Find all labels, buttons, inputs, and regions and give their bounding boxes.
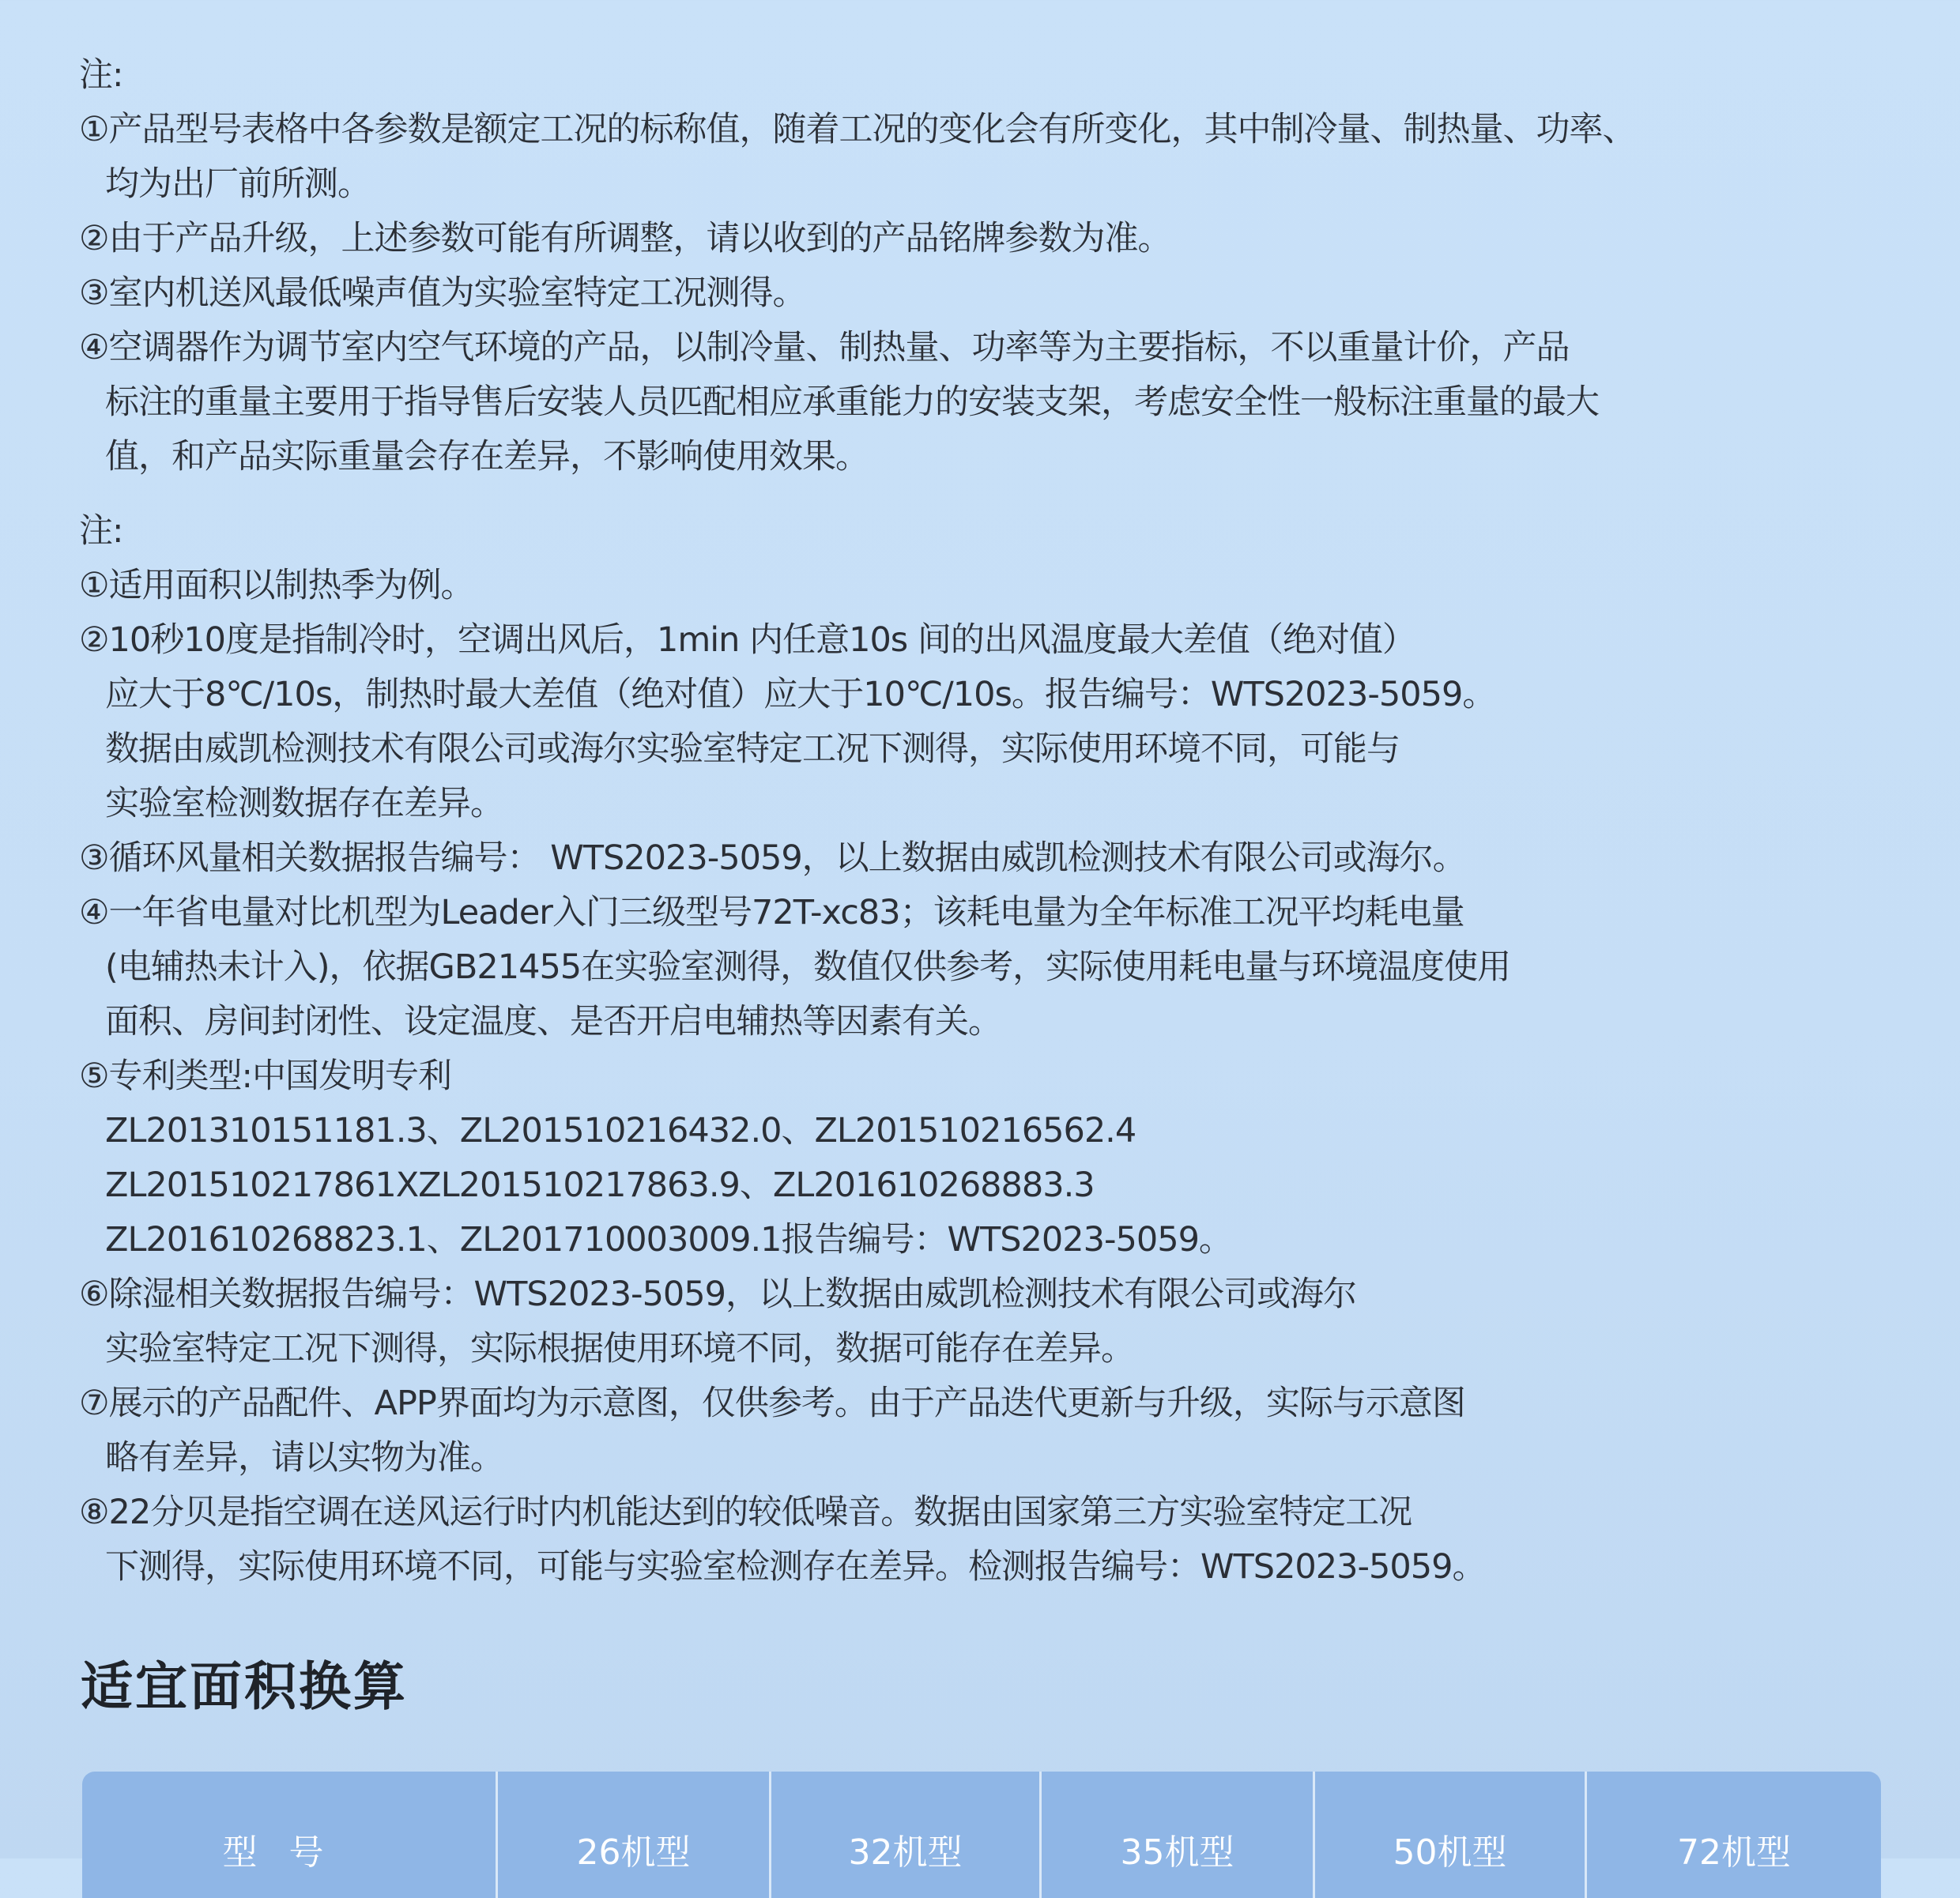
note-line: ③循环风量相关数据报告编号： WTS2023-5059，以上数据由威凯检测技术有限公司或海尔。 — [79, 838, 1466, 878]
note-line: 面积、房间封闭性、设定温度、是否开启电辅热等因素有关。 — [105, 1002, 1001, 1041]
note-line: ②由于产品升级，上述参数可能有所调整，请以收到的产品铭牌参数为准。 — [79, 219, 1171, 258]
note-line: ③室内机送风最低噪声值为实验室特定工况测得。 — [79, 273, 806, 313]
note-line: ⑤专利类型:中国发明专利 — [79, 1056, 452, 1096]
note-line: 下测得，实际使用环境不同，可能与实验室检测存在差异。检测报告编号：WTS2023-5059。 — [105, 1547, 1486, 1587]
header-cell-model: 型号 — [82, 1772, 498, 1898]
note-line: ②10秒10度是指制冷时，空调出风后，1min 内任意10s 间的出风温度最大差值（绝对值） — [79, 620, 1415, 660]
notes-section-1 — [79, 48, 1960, 484]
note-line: ④一年省电量对比机型为Leader入门三级型号72T-xc83；该耗电量为全年标准工况平均耗电量 — [79, 893, 1464, 932]
note-line: ⑧22分贝是指空调在送风运行时内机能达到的较低噪音。数据由国家第三方实验室特定工况 — [79, 1493, 1412, 1532]
note-line: ⑥除湿相关数据报告编号：WTS2023-5059，以上数据由威凯检测技术有限公司或海尔 — [79, 1275, 1357, 1314]
note-line: 值，和产品实际重量会存在差异，不影响使用效果。 — [105, 437, 869, 476]
notes-section-2 — [79, 504, 1960, 1595]
note-line: 实验室特定工况下测得，实际根据使用环境不同，数据可能存在差异。 — [105, 1329, 1134, 1369]
note-line: 实验室检测数据存在差异。 — [105, 784, 503, 823]
note-line: ①适用面积以制热季为例。 — [79, 566, 474, 605]
patent-line: ZL201310151181.3、ZL201510216432.0、ZL201510216562.4 — [105, 1111, 1136, 1150]
note-line: ④空调器作为调节室内空气环境的产品，以制冷量、制热量、功率等为主要指标，不以重量计价，产品 — [79, 328, 1570, 367]
note-line: 数据由威凯检测技术有限公司或海尔实验室特定工况下测得，实际使用环境不同，可能与 — [105, 729, 1400, 769]
header-cell-72: 72机型 — [1677, 1832, 1791, 1873]
area-conversion-title: 适宜面积换算 — [81, 1656, 408, 1717]
header-cell-32: 32机型 — [771, 1772, 1042, 1898]
patent-line: ZL201610268823.1、ZL201710003009.1报告编号：WTS2023-5059。 — [105, 1220, 1232, 1260]
header-cell-26: 26机型 — [498, 1772, 771, 1898]
note-line: 略有差异，请以实物为准。 — [105, 1438, 503, 1478]
note-line: 均为出厂前所测。 — [105, 164, 371, 204]
note-line: ⑦展示的产品配件、APP界面均为示意图，仅供参考。由于产品迭代更新与升级，实际与示意图 — [79, 1384, 1465, 1423]
note-line: (电辅热未计入)，依据GB21455在实验室测得，数值仅供参考，实际使用耗电量与环境温度使用 — [105, 947, 1511, 987]
patent-line: ZL201510217861XZL201510217863.9、ZL201610268883.3 — [105, 1166, 1095, 1205]
note-line: 应大于8℃/10s，制热时最大差值（绝对值）应大于10℃/10s。报告编号：WTS2023-5059。 — [105, 675, 1496, 714]
note-line: 标注的重量主要用于指导售后安装人员匹配相应承重能力的安装支架，考虑安全性一般标注重量的最大 — [105, 382, 1599, 422]
area-table-header — [82, 1772, 1881, 1898]
notes-heading: 注: — [79, 55, 123, 95]
area-table — [82, 1772, 1881, 1898]
header-cell-35: 35机型 — [1042, 1772, 1315, 1898]
note-line: ①产品型号表格中各参数是额定工况的标称值，随着工况的变化会有所变化，其中制冷量、制热量、功率、 — [79, 110, 1636, 149]
notes-heading: 注: — [79, 511, 123, 551]
header-cell-50: 50机型 — [1315, 1772, 1587, 1898]
